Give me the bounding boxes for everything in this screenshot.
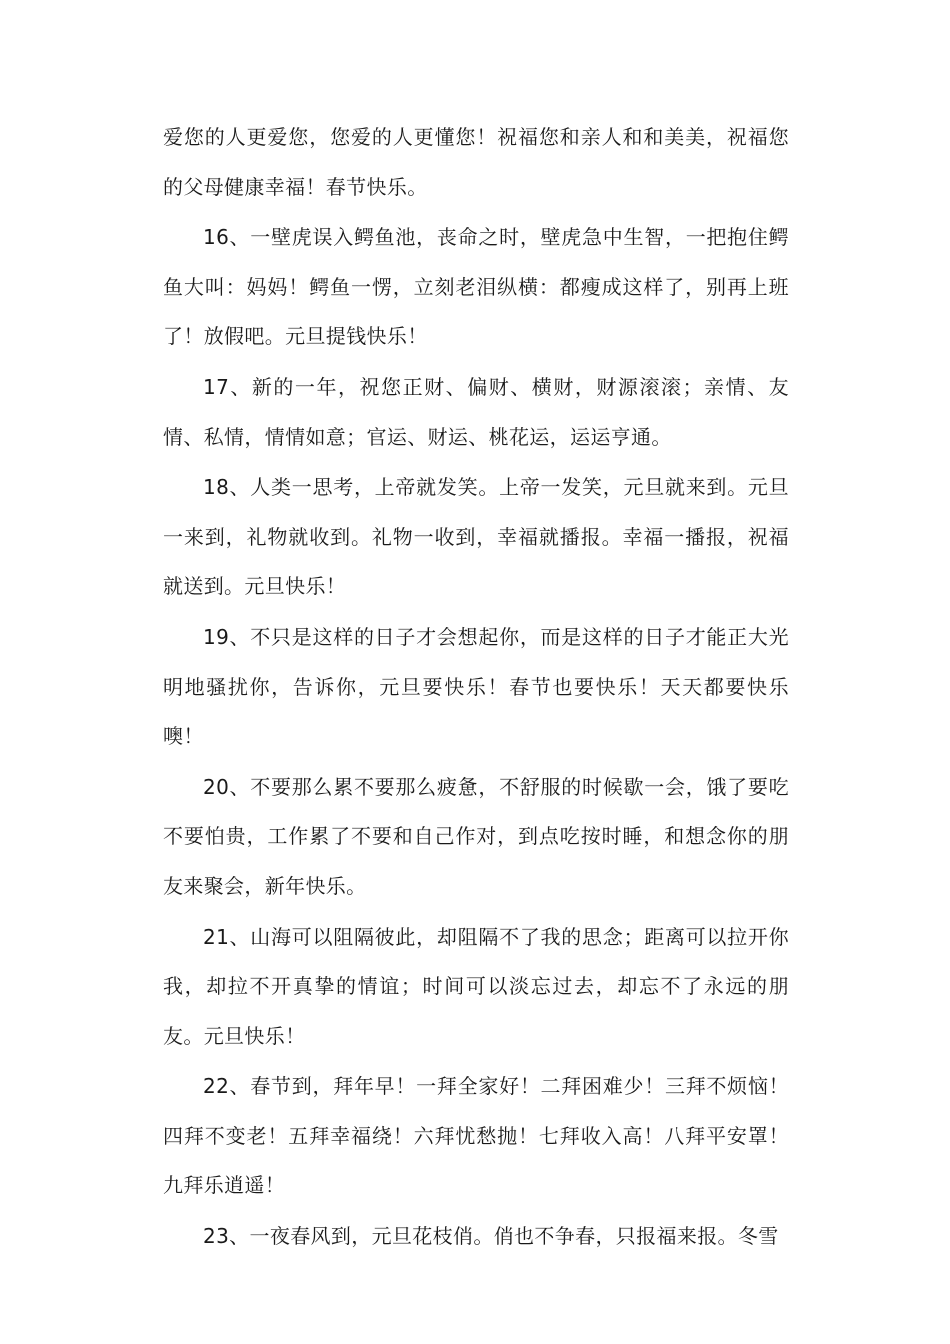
paragraph-19: 19、不只是这样的日子才会想起你，而是这样的日子才能正大光明地骚扰你，告诉你，元旦要快乐！春节也要快乐！天天都要快乐噢！ — [163, 624, 789, 749]
paragraph-22: 22、春节到，拜年早！一拜全家好！二拜困难少！三拜不烦恼！四拜不变老！五拜幸福绕！六拜忧愁抛！七拜收入高！八拜平安罩！九拜乐逍遥！ — [163, 1074, 789, 1198]
paragraph-21: 21、山海可以阻隔彼此，却阻隔不了我的思念；距离可以拉开你我，却拉不开真挚的情谊；时间可以淡忘过去，却忘不了永远的朋友。元旦快乐！ — [163, 924, 789, 1048]
paragraph-17: 17、新的一年，祝您正财、偏财、横财，财源滚滚；亲情、友情、私情，情情如意；官运、财运、桃花运，运运亨通。 — [163, 374, 789, 449]
paragraph-16: 16、一壁虎误入鳄鱼池，丧命之时，壁虎急中生智，一把抱住鳄鱼大叫：妈妈！鳄鱼一愣，立刻老泪纵横：都瘦成这样了，别再上班了！放假吧。元旦提钱快乐！ — [163, 225, 789, 349]
paragraph-18: 18、人类一思考，上帝就发笑。上帝一发笑，元旦就来到。元旦一来到，礼物就收到。礼物一收到，幸福就播报。幸福一播报，祝福就送到。元旦快乐！ — [163, 475, 789, 599]
paragraph-20: 20、不要那么累不要那么疲惫，不舒服的时候歇一会，饿了要吃不要怕贵，工作累了不要和自己作对，到点吃按时睡，和想念你的朋友来聚会，新年快乐。 — [163, 774, 789, 898]
paragraph-23: 23、一夜春风到，元旦花枝俏。俏也不争春，只报福来报。冬雪 — [203, 1224, 779, 1249]
paragraph-continuation: 爱您的人更爱您，您爱的人更懂您！祝福您和亲人和和美美，祝福您的父母健康幸福！春节快乐。 — [163, 125, 789, 199]
document-body — [163, 113, 789, 1263]
